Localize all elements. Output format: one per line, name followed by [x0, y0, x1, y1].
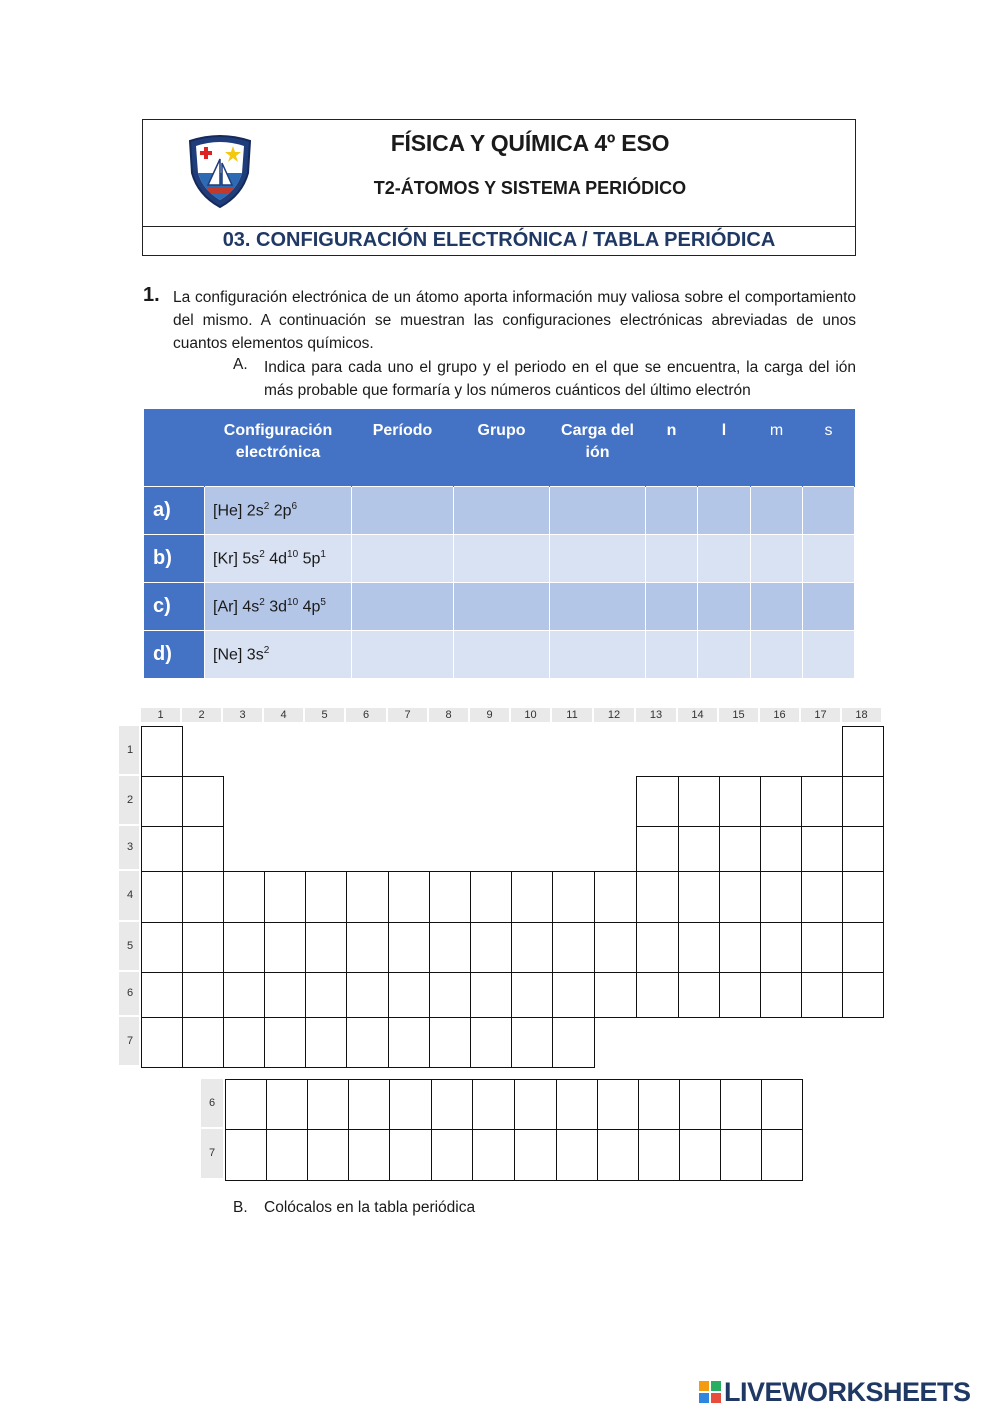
group-number-label: 1 — [141, 708, 180, 722]
element-cell[interactable] — [141, 871, 183, 923]
element-cell[interactable] — [594, 922, 637, 973]
element-cell[interactable] — [346, 1017, 389, 1068]
element-cell[interactable] — [346, 972, 389, 1018]
f-block-cell[interactable] — [514, 1129, 557, 1181]
row-label: b) — [144, 535, 205, 583]
element-cell[interactable] — [678, 972, 720, 1018]
element-cell[interactable] — [511, 972, 553, 1018]
config-term: [He] 2s — [213, 502, 264, 520]
f-block-cell[interactable] — [556, 1129, 598, 1181]
element-cell[interactable] — [223, 1017, 265, 1068]
period-number-label: 4 — [119, 871, 139, 920]
element-cell[interactable] — [801, 826, 843, 872]
element-cell[interactable] — [346, 871, 389, 923]
element-cell[interactable] — [636, 776, 679, 827]
config-term: [Ar] 4s — [213, 598, 260, 616]
group-number-label: 8 — [429, 708, 468, 722]
element-cell[interactable] — [388, 871, 430, 923]
row-label: a) — [144, 487, 205, 535]
header-l: l — [698, 409, 751, 487]
group-number-label: 4 — [264, 708, 303, 722]
f-block-cell[interactable] — [225, 1129, 267, 1181]
header-group: Grupo — [454, 409, 550, 487]
f-block-period-label: 7 — [201, 1129, 223, 1178]
config-exponent: 2 — [259, 548, 265, 560]
element-cell[interactable] — [429, 922, 471, 973]
header-s: s — [803, 409, 855, 487]
element-cell[interactable] — [223, 922, 265, 973]
element-cell[interactable] — [552, 922, 595, 973]
element-cell[interactable] — [760, 922, 802, 973]
group-number-label: 9 — [470, 708, 509, 722]
f-block-cell[interactable] — [720, 1079, 762, 1130]
element-cell[interactable] — [305, 922, 347, 973]
element-cell[interactable] — [842, 826, 884, 872]
liveworksheets-icon — [698, 1380, 722, 1404]
element-cell[interactable] — [388, 1017, 430, 1068]
element-cell[interactable] — [842, 871, 884, 923]
element-cell[interactable] — [223, 972, 265, 1018]
header-n: n — [646, 409, 698, 487]
element-cell[interactable] — [719, 871, 761, 923]
config-term: 2p — [269, 502, 292, 520]
period-number-label: 2 — [119, 776, 139, 824]
element-cell[interactable] — [264, 1017, 306, 1068]
f-block-cell[interactable] — [389, 1129, 432, 1181]
element-cell[interactable] — [182, 826, 224, 872]
group-number-label: 3 — [223, 708, 262, 722]
element-cell[interactable] — [842, 776, 884, 827]
f-block-cell[interactable] — [307, 1079, 349, 1130]
element-cell[interactable] — [678, 871, 720, 923]
element-cell[interactable] — [842, 726, 884, 777]
element-cell[interactable] — [511, 1017, 553, 1068]
watermark-text: LIVEWORKSHEETS — [724, 1376, 971, 1407]
f-block-cell[interactable] — [225, 1079, 267, 1130]
f-block-cell[interactable] — [266, 1129, 308, 1181]
f-block-cell[interactable] — [348, 1129, 390, 1181]
group-number-label: 13 — [636, 708, 676, 722]
group-number-label: 7 — [388, 708, 427, 722]
config-exponent: 5 — [320, 596, 326, 608]
f-block-cell[interactable] — [638, 1079, 680, 1130]
f-block-cell[interactable] — [472, 1129, 515, 1181]
part-b-letter: B. — [233, 1199, 248, 1216]
element-cell[interactable] — [511, 871, 553, 923]
row-label: c) — [144, 583, 205, 631]
element-cell[interactable] — [760, 871, 802, 923]
group-number-label: 17 — [801, 708, 840, 722]
config-term: [Kr] 5s — [213, 550, 260, 568]
element-cell[interactable] — [594, 972, 637, 1018]
element-cell[interactable] — [636, 871, 679, 923]
element-cell[interactable] — [305, 1017, 347, 1068]
element-cell[interactable] — [719, 776, 761, 827]
element-cell[interactable] — [429, 972, 471, 1018]
config-exponent: 10 — [287, 596, 299, 608]
config-exponent: 2 — [263, 500, 270, 512]
element-cell[interactable] — [594, 871, 637, 923]
element-cell[interactable] — [264, 871, 306, 923]
config-term: 4d — [264, 550, 288, 568]
element-cell[interactable] — [141, 922, 183, 973]
element-cell[interactable] — [264, 972, 306, 1018]
element-cell[interactable] — [678, 922, 720, 973]
section-title: 03. CONFIGURACIÓN ELECTRÓNICA / TABLA PERIÓDICA — [222, 229, 776, 251]
element-cell[interactable] — [719, 972, 761, 1018]
page-subtitle: T2-ÁTOMOS Y SISTEMA PERIÓDICO — [373, 178, 687, 198]
element-cell[interactable] — [801, 871, 843, 923]
element-cell[interactable] — [760, 826, 802, 872]
group-number-label: 2 — [182, 708, 221, 722]
element-cell[interactable] — [305, 871, 347, 923]
element-cell[interactable] — [801, 922, 843, 973]
f-block-cell[interactable] — [761, 1079, 803, 1130]
group-number-label: 14 — [678, 708, 717, 722]
f-block-cell[interactable] — [720, 1129, 762, 1181]
part-a-letter: A. — [233, 356, 248, 373]
element-cell[interactable] — [636, 972, 679, 1018]
element-cell[interactable] — [182, 922, 224, 973]
element-cell[interactable] — [470, 972, 512, 1018]
group-number-label: 11 — [552, 708, 592, 722]
config-term: 5p — [298, 550, 321, 568]
f-block-cell[interactable] — [597, 1079, 639, 1130]
element-cell[interactable] — [429, 1017, 471, 1068]
period-number-label: 6 — [119, 972, 139, 1015]
element-cell[interactable] — [141, 826, 183, 872]
f-block-cell[interactable] — [472, 1079, 515, 1130]
f-block-cell[interactable] — [431, 1079, 473, 1130]
element-cell[interactable] — [470, 1017, 512, 1068]
part-a-text: Indica para cada uno el grupo y el periodo en el que se encuentra, la carga del ión más probable que formaría y los números cuánticos del último electrón — [264, 359, 856, 399]
element-cell[interactable] — [760, 972, 802, 1018]
element-cell[interactable] — [346, 922, 389, 973]
group-number-label: 10 — [511, 708, 550, 722]
config-exponent: 2 — [263, 644, 270, 656]
element-cell[interactable] — [678, 826, 720, 872]
header-period: Período — [352, 409, 454, 487]
element-cell[interactable] — [223, 871, 265, 923]
f-block-cell[interactable] — [597, 1129, 639, 1181]
f-block-cell[interactable] — [389, 1079, 432, 1130]
page-title: FÍSICA Y QUÍMICA 4º ESO — [390, 130, 670, 156]
f-block-cell[interactable] — [761, 1129, 803, 1181]
element-cell[interactable] — [141, 972, 183, 1018]
liveworksheets-watermark[interactable] — [698, 1376, 971, 1408]
element-cell[interactable] — [388, 922, 430, 973]
f-block-period-label: 6 — [201, 1079, 223, 1127]
element-cell[interactable] — [636, 922, 679, 973]
config-exponent: 1 — [320, 548, 326, 560]
element-cell[interactable] — [636, 826, 679, 872]
element-cell[interactable] — [719, 826, 761, 872]
element-cell[interactable] — [141, 1017, 183, 1068]
group-number-label: 15 — [719, 708, 758, 722]
f-block-cell[interactable] — [514, 1079, 557, 1130]
element-cell[interactable] — [182, 972, 224, 1018]
f-block-cell[interactable] — [348, 1079, 390, 1130]
element-cell[interactable] — [182, 871, 224, 923]
f-block-cell[interactable] — [266, 1079, 308, 1130]
element-cell[interactable] — [470, 871, 512, 923]
element-cell[interactable] — [182, 776, 224, 827]
element-cell[interactable] — [801, 972, 843, 1018]
element-cell[interactable] — [141, 726, 183, 777]
f-block-cell[interactable] — [556, 1079, 598, 1130]
element-cell[interactable] — [678, 776, 720, 827]
element-cell[interactable] — [552, 871, 595, 923]
group-number-label: 18 — [842, 708, 881, 722]
f-block-cell[interactable] — [431, 1129, 473, 1181]
question-text: La configuración electrónica de un átomo aporta información muy valiosa sobre el comportamiento del mismo. A continuación se muestran las configuraciones electrónicas abreviadas de unos cuantos elementos químicos. — [173, 289, 856, 352]
element-cell[interactable] — [552, 972, 595, 1018]
group-number-label: 5 — [305, 708, 344, 722]
element-cell[interactable] — [429, 871, 471, 923]
config-exponent: 10 — [287, 548, 299, 560]
element-cell[interactable] — [842, 922, 884, 973]
f-block-cell[interactable] — [679, 1079, 721, 1130]
group-number-label: 16 — [760, 708, 799, 722]
period-number-label: 5 — [119, 922, 139, 970]
element-cell[interactable] — [842, 972, 884, 1018]
element-cell[interactable] — [552, 1017, 595, 1068]
element-cell[interactable] — [388, 972, 430, 1018]
element-cell[interactable] — [801, 776, 843, 827]
element-cell[interactable] — [719, 922, 761, 973]
group-number-label: 6 — [346, 708, 386, 722]
element-cell[interactable] — [305, 972, 347, 1018]
element-cell[interactable] — [470, 922, 512, 973]
group-number-label: 12 — [594, 708, 634, 722]
element-cell[interactable] — [760, 776, 802, 827]
header-configuration: Configuración electrónica — [205, 409, 352, 487]
config-term: [Ne] 3s — [213, 646, 264, 664]
row-label: d) — [144, 631, 205, 679]
config-term: 4p — [298, 598, 321, 616]
element-cell[interactable] — [141, 776, 183, 827]
period-number-label: 3 — [119, 826, 139, 869]
element-cell[interactable] — [182, 1017, 224, 1068]
f-block-cell[interactable] — [679, 1129, 721, 1181]
element-cell[interactable] — [511, 922, 553, 973]
config-term: 3d — [264, 598, 288, 616]
header-ion-charge: Carga del ión — [550, 409, 646, 487]
f-block-cell[interactable] — [638, 1129, 680, 1181]
period-number-label: 1 — [119, 726, 139, 774]
part-b-text: Colócalos en la tabla periódica — [264, 1199, 476, 1216]
period-number-label: 7 — [119, 1017, 139, 1065]
element-cell[interactable] — [264, 922, 306, 973]
header-m: m — [751, 409, 803, 487]
config-exponent: 2 — [259, 596, 265, 608]
config-exponent: 6 — [291, 500, 298, 512]
f-block-cell[interactable] — [307, 1129, 349, 1181]
question-number: 1. — [143, 284, 160, 306]
